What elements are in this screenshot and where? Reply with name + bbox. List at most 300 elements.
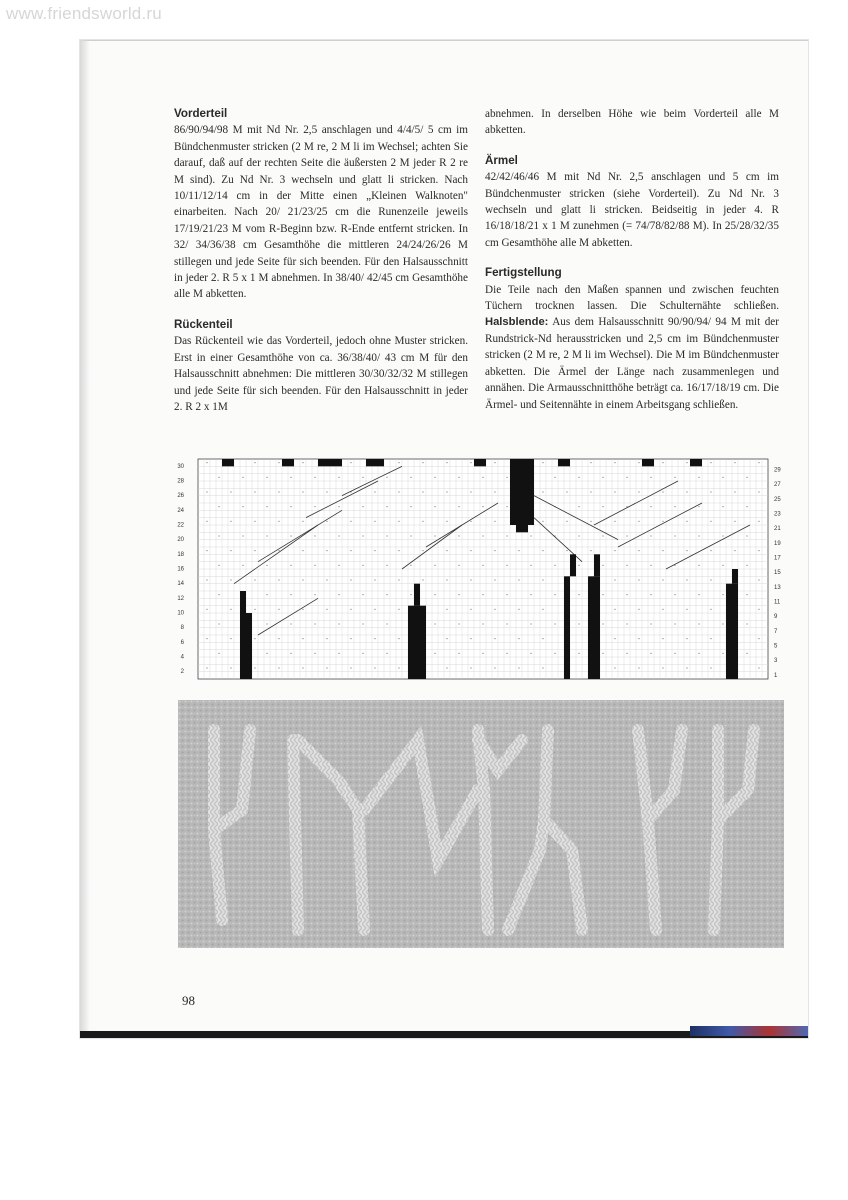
- chart-purl-dot: [230, 491, 231, 492]
- chart-purl-dot: [470, 638, 471, 639]
- chart-purl-dot: [638, 609, 639, 610]
- chart-purl-dot: [338, 594, 339, 595]
- chart-purl-dot: [302, 550, 303, 551]
- chart-purl-dot: [578, 565, 579, 566]
- chart-purl-dot: [710, 462, 711, 463]
- chart-purl-dot: [494, 667, 495, 668]
- chart-purl-dot: [482, 565, 483, 566]
- chart-purl-dot: [614, 579, 615, 580]
- chart-black-block: [246, 613, 252, 679]
- chart-purl-dot: [458, 477, 459, 478]
- chart-purl-dot: [242, 535, 243, 536]
- chart-purl-dot: [314, 565, 315, 566]
- cable-rune-2-stem: [293, 740, 298, 930]
- chart-black-block: [366, 459, 384, 466]
- chart-left-row-labels: [177, 464, 184, 675]
- chart-purl-dot: [650, 653, 651, 654]
- chart-purl-dot: [314, 477, 315, 478]
- chart-purl-dot: [470, 491, 471, 492]
- chart-row-label-right: 19: [774, 540, 781, 547]
- chart-black-block: [408, 606, 426, 679]
- page-gutter-shadow: [80, 40, 90, 1037]
- chart-purl-dot: [518, 609, 519, 610]
- chart-purl-dot: [242, 477, 243, 478]
- chart-purl-dot: [302, 491, 303, 492]
- text-fertigstellung-2: Aus dem Halsausschnitt 90/90/94/ 94 M mit der Rundstrick-Nd herausstricken und 2,5 cm im Bündchenmuster stricken (2 M re, 2 M li im Wechsel). Die M im Bündchenmuster abketten. Die Ärmel der Länge nach zusammenlegen und annähen. Die Armausschnitthöhe beträgt ca. 16/17/18/19 cm. Die Ärmel- und Seitennähte in einem Arbeitsgang schließen.: [485, 316, 779, 411]
- chart-purl-dot: [362, 594, 363, 595]
- chart-purl-dot: [542, 491, 543, 492]
- chart-purl-dot: [710, 491, 711, 492]
- chart-purl-dot: [710, 521, 711, 522]
- chart-purl-dot: [758, 609, 759, 610]
- chart-purl-dot: [398, 667, 399, 668]
- chart-purl-dot: [350, 667, 351, 668]
- chart-purl-dot: [218, 506, 219, 507]
- chart-purl-dot: [674, 653, 675, 654]
- chart-purl-dot: [554, 594, 555, 595]
- chart-purl-dot: [602, 594, 603, 595]
- chart-purl-dot: [758, 550, 759, 551]
- chart-purl-dot: [734, 491, 735, 492]
- left-text-column: [174, 106, 468, 429]
- chart-purl-dot: [686, 521, 687, 522]
- chart-purl-dot: [278, 462, 279, 463]
- chart-purl-dot: [542, 521, 543, 522]
- chart-purl-dot: [374, 521, 375, 522]
- chart-row-label-left: 8: [180, 625, 184, 632]
- chart-purl-dot: [722, 535, 723, 536]
- chart-row-label-left: 16: [177, 566, 184, 573]
- text-fertigstellung-1: Die Teile nach den Maßen spannen und zwischen feuchten Tüchern trocknen lassen. Die Schulternähte schließen.: [485, 283, 779, 313]
- chart-black-block: [558, 459, 570, 466]
- chart-purl-dot: [302, 609, 303, 610]
- chart-purl-dot: [374, 638, 375, 639]
- chart-purl-dot: [254, 462, 255, 463]
- chart-row-label-right: 17: [774, 555, 781, 562]
- chart-purl-dot: [386, 653, 387, 654]
- chart-purl-dot: [494, 579, 495, 580]
- chart-purl-dot: [446, 550, 447, 551]
- chart-purl-dot: [278, 638, 279, 639]
- chart-purl-dot: [758, 491, 759, 492]
- chart-row-label-left: 22: [177, 522, 184, 529]
- chart-purl-dot: [638, 667, 639, 668]
- chart-purl-dot: [482, 535, 483, 536]
- chart-purl-dot: [446, 521, 447, 522]
- chart-purl-dot: [254, 491, 255, 492]
- chart-purl-dot: [470, 579, 471, 580]
- chart-purl-dot: [254, 579, 255, 580]
- chart-purl-dot: [494, 550, 495, 551]
- chart-purl-dot: [290, 594, 291, 595]
- chart-purl-dot: [746, 535, 747, 536]
- chart-row-label-right: 29: [774, 467, 781, 474]
- chart-purl-dot: [422, 579, 423, 580]
- chart-purl-dot: [482, 623, 483, 624]
- chart-purl-dot: [710, 579, 711, 580]
- chart-purl-dot: [602, 477, 603, 478]
- chart-row-label-left: 26: [177, 493, 184, 500]
- chart-purl-dot: [266, 506, 267, 507]
- chart-purl-dot: [218, 594, 219, 595]
- chart-purl-dot: [686, 609, 687, 610]
- chart-row-label-left: 14: [177, 581, 184, 588]
- chart-purl-dot: [458, 565, 459, 566]
- chart-purl-dot: [338, 623, 339, 624]
- chart-purl-dot: [746, 477, 747, 478]
- chart-purl-dot: [698, 477, 699, 478]
- chart-purl-dot: [230, 609, 231, 610]
- chart-purl-dot: [710, 550, 711, 551]
- chart-purl-dot: [758, 521, 759, 522]
- chart-black-block: [732, 569, 738, 584]
- chart-row-label-left: 2: [180, 669, 184, 676]
- chart-purl-dot: [614, 462, 615, 463]
- chart-purl-dot: [722, 565, 723, 566]
- chart-black-block: [690, 459, 702, 466]
- chart-purl-dot: [626, 535, 627, 536]
- chart-purl-dot: [326, 638, 327, 639]
- chart-purl-dot: [206, 638, 207, 639]
- chart-purl-dot: [530, 653, 531, 654]
- chart-purl-dot: [686, 638, 687, 639]
- knitted-sample-photo: [178, 700, 784, 948]
- chart-purl-dot: [254, 609, 255, 610]
- chart-purl-dot: [230, 550, 231, 551]
- chart-purl-dot: [734, 462, 735, 463]
- chart-row-label-right: 27: [774, 482, 781, 489]
- heading-aermel: Ärmel: [485, 153, 518, 167]
- chart-purl-dot: [674, 594, 675, 595]
- cover-edge-strip: [690, 1026, 808, 1036]
- chart-purl-dot: [506, 653, 507, 654]
- chart-purl-dot: [410, 506, 411, 507]
- chart-black-block: [282, 459, 294, 466]
- chart-row-label-right: 9: [774, 614, 778, 621]
- chart-purl-dot: [206, 491, 207, 492]
- chart-purl-dot: [482, 506, 483, 507]
- chart-row-label-right: 15: [774, 570, 781, 577]
- chart-purl-dot: [662, 491, 663, 492]
- chart-row-label-right: 7: [774, 628, 778, 635]
- chart-purl-dot: [302, 462, 303, 463]
- chart-purl-dot: [218, 565, 219, 566]
- chart-purl-dot: [290, 506, 291, 507]
- chart-purl-dot: [530, 623, 531, 624]
- chart-purl-dot: [590, 550, 591, 551]
- chart-purl-dot: [758, 462, 759, 463]
- chart-purl-dot: [746, 506, 747, 507]
- chart-purl-dot: [554, 623, 555, 624]
- chart-purl-dot: [650, 594, 651, 595]
- text-vorderteil: 86/90/94/98 M mit Nd Nr. 2,5 anschlagen und 4/4/5/ 5 cm im Bündchenmuster stricken (2 M re, 2 M li im Wechsel; achten Sie darauf, daß auf der rechten Seite die äußersten 2 M jeder R 2 re M sind). Zu Nd Nr. 3 wechseln und glatt li stricken. Nach 10/11/12/14 cm in der Mitte einen „Kleinen Walknoten" einarbeiten. Nach 20/ 21/23/25 cm die Runenzeile jeweils 17/19/21/23 M vom R-Beginn bzw. R-Ende entfernt stricken. In 32/ 34/36/38 cm Gesamthöhe die mittleren 24/24/26/26 M stillegen und jede Seite für sich beenden. Für den Halsausschnitt in jeder 2. R 5 x 1 M abnehmen. In 38/40/ 42/45 cm Gesamthöhe alle M abketten.: [174, 124, 468, 301]
- chart-purl-dot: [494, 521, 495, 522]
- heading-vorderteil: Vorderteil: [174, 107, 228, 120]
- chart-purl-dot: [326, 521, 327, 522]
- chart-purl-dot: [206, 579, 207, 580]
- chart-purl-dot: [362, 653, 363, 654]
- chart-purl-dot: [626, 477, 627, 478]
- text-continuation: abnehmen. In derselben Höhe wie beim Vorderteil alle M abketten.: [485, 108, 779, 137]
- chart-purl-dot: [530, 535, 531, 536]
- chart-purl-dot: [590, 491, 591, 492]
- chart-purl-dot: [278, 609, 279, 610]
- chart-row-label-right: 23: [774, 511, 781, 518]
- chart-purl-dot: [686, 667, 687, 668]
- chart-row-label-left: 10: [177, 610, 184, 617]
- chart-purl-dot: [686, 462, 687, 463]
- chart-purl-dot: [206, 521, 207, 522]
- chart-black-block: [222, 459, 234, 466]
- chart-purl-dot: [458, 623, 459, 624]
- chart-purl-dot: [542, 667, 543, 668]
- text-aermel: 42/42/46/46 M mit Nd Nr. 2,5 anschlagen und 5 cm im Bündchenmuster stricken (siehe Vorderteil). Zu Nd Nr. 3 wechseln und glatt li stricken. Beidseitig in jeder 4. R 16/18/18/21 x 1 M zunehmen (= 74/78/82/88 M). In 25/28/32/35 cm Gesamthöhe alle M abketten.: [485, 171, 779, 249]
- chart-purl-dot: [254, 521, 255, 522]
- chart-purl-dot: [338, 653, 339, 654]
- chart-purl-dot: [470, 521, 471, 522]
- chart-purl-dot: [614, 667, 615, 668]
- chart-purl-dot: [314, 594, 315, 595]
- chart-purl-dot: [638, 550, 639, 551]
- chart-purl-dot: [674, 623, 675, 624]
- chart-purl-dot: [266, 594, 267, 595]
- chart-purl-dot: [578, 653, 579, 654]
- text-rueckenteil: Das Rückenteil wie das Vorderteil, jedoch ohne Muster stricken. Erst in einer Gesamthöhe von ca. 36/38/40/ 43 cm M für den Halsausschnitt abnehmen: Die mittleren 30/30/32/32 M stillegen und jede Seite für sich beenden. Für den Halsausschnitt in jeder 2. R 2 x 1M: [174, 335, 468, 413]
- chart-purl-dot: [698, 506, 699, 507]
- chart-purl-dot: [650, 535, 651, 536]
- chart-row-label-left: 20: [177, 537, 184, 544]
- chart-purl-dot: [686, 550, 687, 551]
- chart-purl-dot: [722, 506, 723, 507]
- page-number: 98: [182, 993, 195, 1008]
- chart-purl-dot: [710, 667, 711, 668]
- chart-black-block: [594, 554, 600, 576]
- chart-purl-dot: [650, 623, 651, 624]
- chart-purl-dot: [698, 653, 699, 654]
- chart-purl-dot: [302, 521, 303, 522]
- chart-purl-dot: [350, 638, 351, 639]
- chart-purl-dot: [206, 550, 207, 551]
- chart-row-label-right: 21: [774, 526, 781, 533]
- chart-purl-dot: [386, 623, 387, 624]
- chart-row-label-right: 1: [774, 672, 778, 679]
- chart-black-block: [726, 584, 738, 679]
- chart-black-block: [570, 554, 576, 576]
- chart-purl-dot: [482, 594, 483, 595]
- chart-purl-dot: [398, 579, 399, 580]
- chart-purl-dot: [326, 579, 327, 580]
- chart-purl-dot: [662, 667, 663, 668]
- chart-purl-dot: [494, 462, 495, 463]
- chart-purl-dot: [266, 535, 267, 536]
- chart-purl-dot: [482, 653, 483, 654]
- chart-purl-dot: [650, 477, 651, 478]
- chart-purl-dot: [434, 506, 435, 507]
- chart-purl-dot: [614, 550, 615, 551]
- chart-purl-dot: [602, 653, 603, 654]
- chart-purl-dot: [350, 609, 351, 610]
- chart-purl-dot: [398, 462, 399, 463]
- chart-purl-dot: [506, 506, 507, 507]
- chart-purl-dot: [674, 506, 675, 507]
- chart-purl-dot: [314, 623, 315, 624]
- chart-purl-dot: [362, 623, 363, 624]
- chart-black-block: [564, 576, 570, 679]
- chart-purl-dot: [230, 579, 231, 580]
- chart-purl-dot: [650, 506, 651, 507]
- chart-purl-dot: [326, 491, 327, 492]
- chart-purl-dot: [230, 638, 231, 639]
- chart-row-label-left: 24: [177, 507, 184, 514]
- chart-purl-dot: [290, 477, 291, 478]
- chart-purl-dot: [266, 477, 267, 478]
- chart-purl-dot: [698, 565, 699, 566]
- chart-purl-dot: [434, 477, 435, 478]
- chart-purl-dot: [518, 638, 519, 639]
- chart-purl-dot: [326, 550, 327, 551]
- chart-purl-dot: [314, 653, 315, 654]
- chart-purl-dot: [542, 609, 543, 610]
- chart-purl-dot: [566, 521, 567, 522]
- chart-purl-dot: [218, 477, 219, 478]
- chart-purl-dot: [698, 594, 699, 595]
- chart-purl-dot: [230, 521, 231, 522]
- chart-purl-dot: [302, 667, 303, 668]
- chart-purl-dot: [494, 491, 495, 492]
- chart-purl-dot: [458, 594, 459, 595]
- chart-purl-dot: [506, 477, 507, 478]
- chart-purl-dot: [206, 609, 207, 610]
- chart-purl-dot: [542, 462, 543, 463]
- chart-purl-dot: [206, 667, 207, 668]
- chart-purl-dot: [458, 653, 459, 654]
- chart-purl-dot: [206, 462, 207, 463]
- chart-purl-dot: [302, 579, 303, 580]
- chart-purl-dot: [494, 609, 495, 610]
- chart-purl-dot: [290, 623, 291, 624]
- chart-purl-dot: [398, 550, 399, 551]
- chart-purl-dot: [506, 535, 507, 536]
- label-halsblende: Halsblende:: [485, 316, 549, 329]
- chart-purl-dot: [278, 550, 279, 551]
- cable-rune-6-stem: [714, 730, 718, 930]
- chart-purl-dot: [350, 521, 351, 522]
- chart-purl-dot: [722, 594, 723, 595]
- chart-purl-dot: [410, 477, 411, 478]
- chart-purl-dot: [614, 609, 615, 610]
- chart-purl-dot: [626, 594, 627, 595]
- chart-purl-dot: [218, 653, 219, 654]
- chart-purl-dot: [686, 579, 687, 580]
- chart-purl-dot: [398, 521, 399, 522]
- chart-purl-dot: [626, 565, 627, 566]
- chart-purl-dot: [386, 506, 387, 507]
- chart-purl-dot: [530, 565, 531, 566]
- chart-purl-dot: [446, 462, 447, 463]
- chart-purl-dot: [470, 462, 471, 463]
- chart-purl-dot: [218, 535, 219, 536]
- chart-purl-dot: [638, 638, 639, 639]
- chart-purl-dot: [602, 623, 603, 624]
- chart-purl-dot: [350, 462, 351, 463]
- chart-purl-dot: [518, 579, 519, 580]
- chart-purl-dot: [578, 506, 579, 507]
- chart-purl-dot: [674, 477, 675, 478]
- chart-purl-dot: [290, 535, 291, 536]
- chart-purl-dot: [278, 579, 279, 580]
- chart-purl-dot: [422, 462, 423, 463]
- chart-purl-dot: [374, 579, 375, 580]
- chart-purl-dot: [326, 667, 327, 668]
- chart-purl-dot: [254, 638, 255, 639]
- chart-purl-dot: [314, 506, 315, 507]
- chart-black-block: [510, 459, 534, 525]
- chart-purl-dot: [302, 638, 303, 639]
- chart-purl-dot: [326, 609, 327, 610]
- chart-purl-dot: [542, 638, 543, 639]
- chart-black-block: [318, 459, 342, 466]
- chart-purl-dot: [458, 506, 459, 507]
- chart-purl-dot: [626, 623, 627, 624]
- chart-purl-dot: [734, 521, 735, 522]
- chart-purl-dot: [542, 579, 543, 580]
- chart-purl-dot: [554, 565, 555, 566]
- chart-row-label-right: 25: [774, 496, 781, 503]
- chart-black-block: [516, 525, 528, 532]
- chart-purl-dot: [638, 462, 639, 463]
- chart-purl-dot: [242, 565, 243, 566]
- chart-purl-dot: [230, 667, 231, 668]
- chart-purl-dot: [350, 579, 351, 580]
- chart-purl-dot: [530, 594, 531, 595]
- chart-purl-dot: [650, 565, 651, 566]
- chart-purl-dot: [362, 535, 363, 536]
- chart-purl-dot: [614, 638, 615, 639]
- chart-purl-dot: [518, 550, 519, 551]
- heading-rueckenteil: Rückenteil: [174, 317, 233, 331]
- chart-purl-dot: [590, 462, 591, 463]
- chart-purl-dot: [602, 535, 603, 536]
- chart-purl-dot: [746, 594, 747, 595]
- chart-purl-dot: [746, 653, 747, 654]
- chart-purl-dot: [362, 477, 363, 478]
- chart-row-label-right: 13: [774, 584, 781, 591]
- chart-purl-dot: [674, 535, 675, 536]
- chart-purl-dot: [374, 609, 375, 610]
- right-text-column: [485, 106, 779, 427]
- chart-purl-dot: [398, 638, 399, 639]
- chart-purl-dot: [386, 535, 387, 536]
- chart-purl-dot: [254, 550, 255, 551]
- chart-purl-dot: [434, 623, 435, 624]
- chart-purl-dot: [422, 491, 423, 492]
- chart-purl-dot: [578, 477, 579, 478]
- chart-purl-dot: [338, 535, 339, 536]
- chart-purl-dot: [638, 521, 639, 522]
- chart-purl-dot: [278, 521, 279, 522]
- chart-grid: [198, 459, 768, 679]
- chart-purl-dot: [338, 506, 339, 507]
- chart-purl-dot: [362, 565, 363, 566]
- chart-purl-dot: [626, 653, 627, 654]
- chart-row-label-left: 28: [177, 478, 184, 485]
- chart-purl-dot: [410, 594, 411, 595]
- chart-purl-dot: [470, 667, 471, 668]
- chart-purl-dot: [662, 638, 663, 639]
- chart-purl-dot: [578, 535, 579, 536]
- chart-purl-dot: [386, 565, 387, 566]
- chart-black-block: [474, 459, 486, 466]
